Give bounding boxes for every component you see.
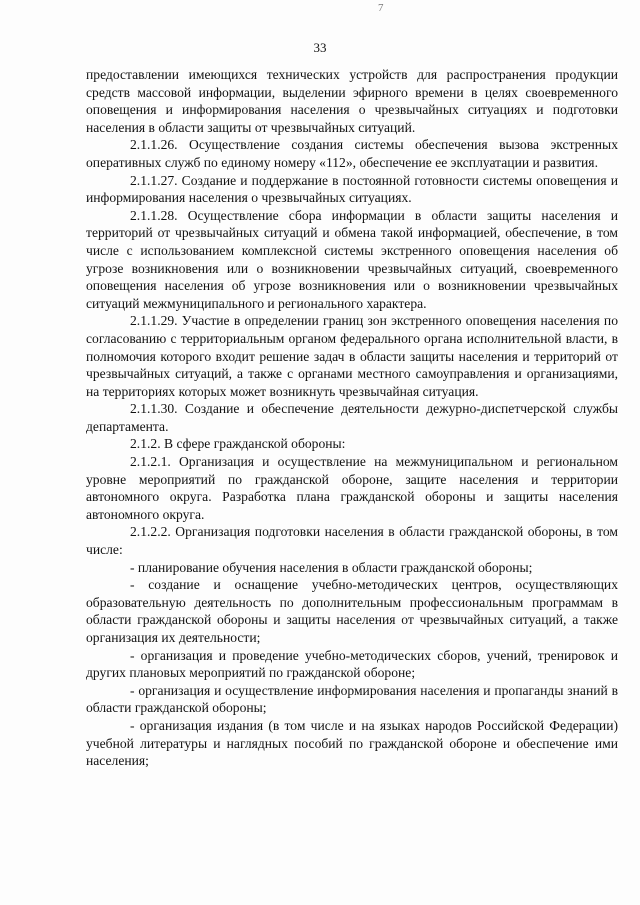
paragraph-2-1-1-26: 2.1.1.26. Осуществление создания системы обеспечения вызова экстренных оперативных служб по единому номеру «112», обеспечение ее эксплуатации и развития. bbox=[86, 137, 618, 170]
list-item: - организация и проведение учебно-методических сборов, учений, тренировок и других плановых мероприятий по гражданской обороне; bbox=[86, 647, 618, 681]
paragraph-continuation: предоставлении имеющихся технических устройств для распространения продукции средств массовой информации, выделении эфирного времени в целях своевременного оповещения и информирования населения о чрезвычайных ситуациях и подготовки населения в области защиты от чрезвычайных ситуаций. bbox=[86, 67, 618, 135]
scan-mark: 7 bbox=[378, 2, 384, 14]
list-item: - планирование обучения населения в области гражданской обороны; bbox=[130, 559, 533, 575]
paragraph-2-1-1-30: 2.1.1.30. Создание и обеспечение деятельности дежурно-диспетчерской службы департамента. bbox=[86, 401, 618, 434]
page-number: 33 bbox=[313, 40, 327, 55]
paragraph-2-1-1-27: 2.1.1.27. Создание и поддержание в постоянной готовности системы оповещения и информирования населения о чрезвычайных ситуациях. bbox=[86, 172, 618, 206]
paragraph-2-1-2-2: 2.1.2.2. Организация подготовки населения в области гражданской обороны, в том числе: bbox=[86, 524, 618, 558]
document-body bbox=[86, 66, 618, 770]
paragraph-2-1-2-1: 2.1.2.1. Организация и осуществление на межмуниципальном и региональном уровне мероприятий по гражданской обороне, защите населения и территории автономного округа. Разработка плана гражданской обороны и защиты населения автономного округа. bbox=[86, 454, 618, 522]
list-item: - организация и осуществление информирования населения и пропаганды знаний в области гражданской обороны; bbox=[86, 682, 618, 716]
section-heading-2-1-2: 2.1.2. В сфере гражданской обороны: bbox=[130, 436, 346, 452]
paragraph-2-1-1-28: 2.1.1.28. Осуществление сбора информации в области защиты населения и территорий от чрезвычайных ситуаций и обмена такой информацией, обеспечение, в том числе с использованием комплексной системы экстренного оповещения населения об угрозе возникновения или о возникновении чрезвычайных ситуаций, своевременного оповещения населения об угрозе возникновения или о возникновении чрезвычайных ситуаций межмуниципального и регионального характера. bbox=[86, 207, 618, 311]
list-item: - создание и оснащение учебно-методических центров, осуществляющих образовательную деятельность по дополнительным профессиональным программам в области гражданской обороны и защиты населения от чрезвычайных ситуаций, а также организация их деятельности; bbox=[86, 577, 618, 645]
paragraph-2-1-1-29: 2.1.1.29. Участие в определении границ зон экстренного оповещения населения по согласованию с территориальным органом федерального органа исполнительной власти, в полномочия которого входит решение задач в области защиты населения и территорий от чрезвычайных ситуаций, а также с органами местного самоуправления и организациями, на территориях которых может возникнуть чрезвычайная ситуация. bbox=[86, 313, 618, 399]
list-item: - организация издания (в том числе и на языках народов Российской Федерации) учебной литературы и наглядных пособий по гражданской обороне и обеспечение ими населения; bbox=[86, 717, 618, 769]
